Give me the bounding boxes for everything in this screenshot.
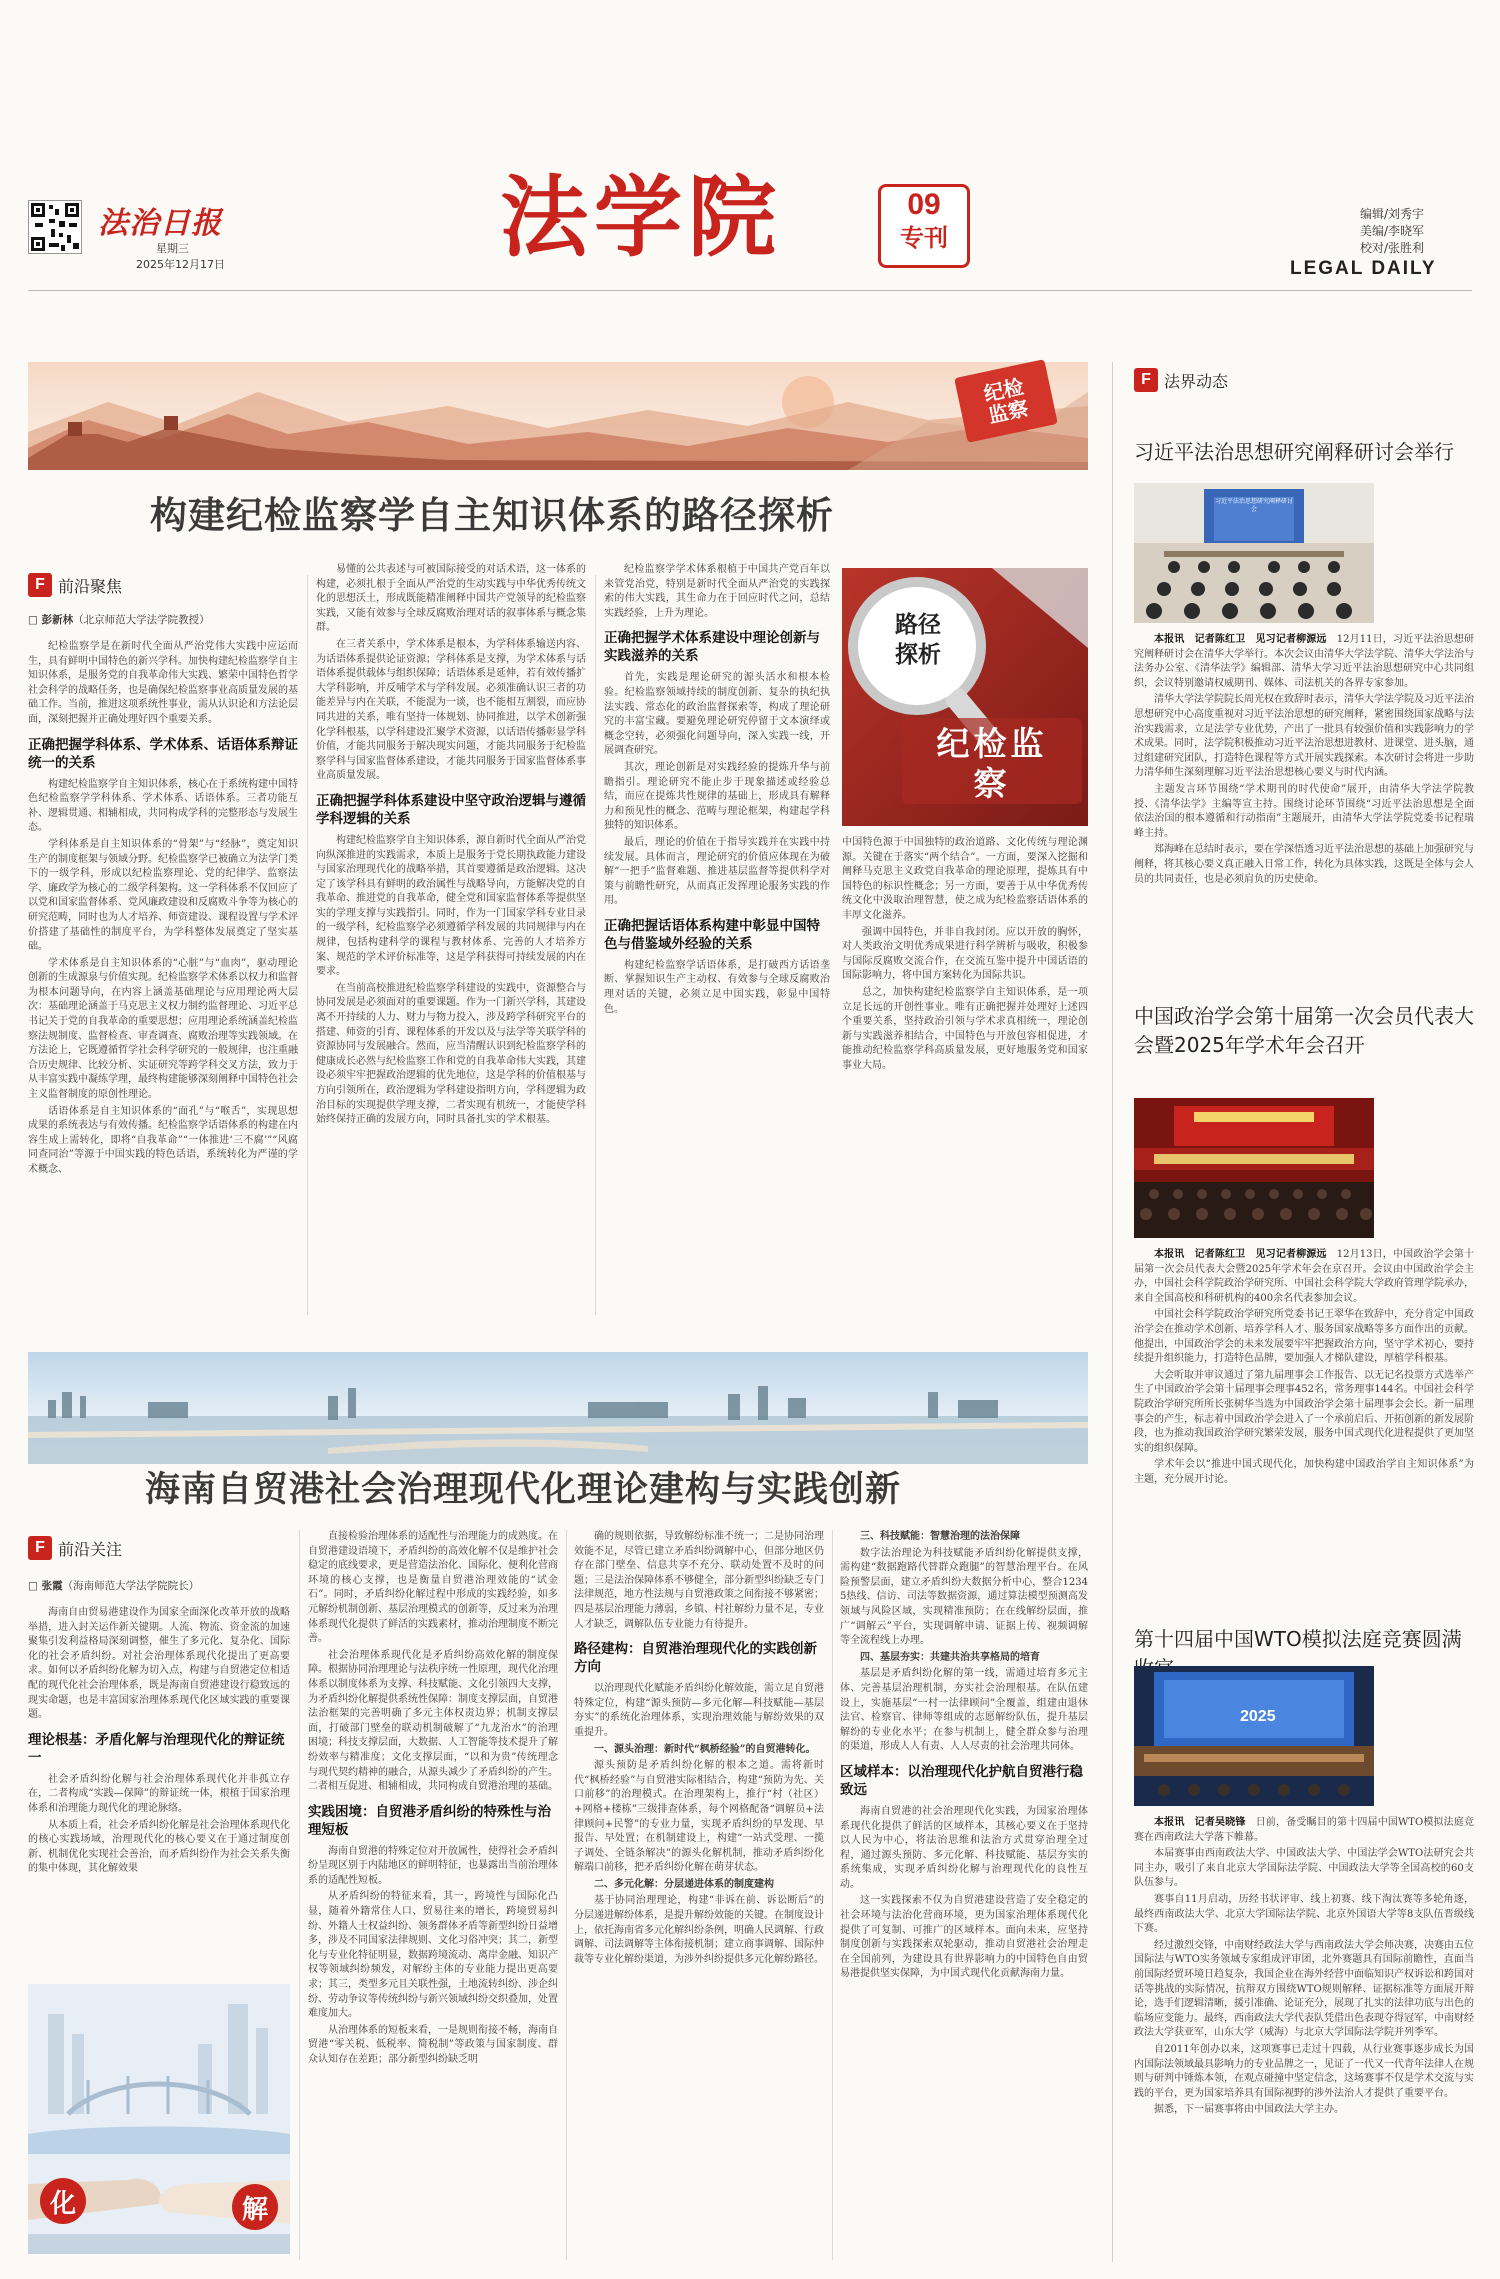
news1-paragraph: 郑海峰在总结时表示，要在学深悟透习近平法治思想的基础上加强研究与阐释，将其核心要义真正融入日常工作，转化为具体实践，这既是全体与会人员的共同责任，也是必须肩负的历史使命。: [1134, 844, 1474, 885]
section-badge-icon: F: [28, 1536, 52, 1560]
news3-paragraph: 自2011年创办以来，这项赛事已走过十四载，从行业赛事逐步成长为国内国际法领域最具影响力的专业品牌之一，见证了一代又一代青年法律人在规则与研判中锤炼本领，在观点碰撞中坚定信念，这场赛事不仅是学术交流与实践的平台，更为国家培养具有国际视野的涉外法治人才提供了重要平台。: [1134, 2043, 1474, 2099]
news3-photo: [1134, 1666, 1374, 1806]
article2-paragraph: 从矛盾纠纷的特征来看，其一，跨境性与国际化凸显，随着外籍常住人口、贸易往来的增长，跨境贸易纠纷、外籍人士权益纠纷、领务群体矛盾等新型纠纷日益增多，涉及不同国家法律规则、文化习俗冲突；其二，新型化与专业化特征明显，数据跨境流动、离岸金融、知识产权等领域纠纷频发，对解纷主体的专业能力提出更高要求；其三，类型多元且关联性强，土地流转纠纷、涉企纠纷、劳动争议等传统纠纷与新兴领域纠纷交织叠加，处置难度加大。: [308, 1891, 558, 2020]
news2-paragraph: 大会听取并审议通过了第九届理事会工作报告、以无记名投票方式选举产生了中国政治学会第十届理事会理事452名，常务理事144名。中国社会科学院政治学研究所所长张树华当选为中国政治学会第十届理事会会长。新一届理事会的产生，标志着中国政治学会进入了一个承前启后、开拓创新的新发展阶段，也为推动我国政治学研究繁荣发展，服务中国式现代化进程提供了更加坚实的组织保障。: [1134, 1369, 1474, 1454]
article2-headline: 海南自贸港社会治理现代化理论建构与实践创新: [145, 1470, 902, 1510]
sidebar-section-head: [1134, 368, 1228, 392]
article1-subheading: 正确把握学科体系、学术体系、话语体系辩证统一的关系: [28, 736, 298, 771]
news1-title: 习近平法治思想研究阐释研讨会举行: [1134, 440, 1454, 464]
editor-credit: 编辑/刘秀宇: [1360, 207, 1425, 221]
news2-byline: 本报讯 记者陈红卫 见习记者柳源远: [1154, 1249, 1327, 1260]
news2-title: 中国政治学会第十届第一次会员代表大会暨2025年学术年会召开: [1134, 1004, 1474, 1057]
article2-author: [28, 1578, 298, 1593]
news1-byline: 本报讯 记者陈红卫 见习记者柳源远: [1154, 634, 1327, 645]
news3-lead: 日前，备受瞩目的第十四届中国WTO模拟法庭竞赛在西南政法大学落下帷幕。: [1134, 1817, 1474, 1843]
masthead-rule: [28, 290, 1472, 291]
article1-paragraph: 中国特色源于中国独特的政治道路、文化传统与理论渊源。关键在于落实“两个结合”。一方面，要深入挖掘和阐释马克思主义政党自我革命的理论原理，提炼具有中国特色的标识性概念；另一方面，要善于从中华优秀传统文化中汲取治理智慧，使之成为纪检监察话语体系的丰厚文化滋养。: [842, 837, 1088, 921]
column-divider: [566, 1530, 567, 2260]
section-title: 法学院: [500, 166, 783, 269]
article1-paragraph: 强调中国特色，并非自我封闭。应以开放的胸怀，对人类政治文明优秀成果进行科学辨析与吸收，积极参与国际反腐败交流合作，在交流互鉴中提升中国话语的国际影响力，将中国方案转化为国际共识。: [842, 926, 1088, 982]
news2-paragraph: 中国社会科学院政治学研究所党委书记王翠华在致辞中，充分肯定中国政治学会在推动学术创新、培养学科人才、服务国家战略等多方面作出的贡献。他提出，中国政治学会的未来发展要牢牢把握政治方向，坚守学术初心，要持续提升组织能力，打造特色品牌，要加强人才梯队建设，厚植学科根基。: [1134, 1309, 1474, 1365]
news3-body: [1134, 1816, 1474, 2262]
news2-paragraph: 学术年会以“推进中国式现代化，加快构建中国政治学自主知识体系”为主题，充分展开讨论。: [1134, 1459, 1474, 1485]
article2-paragraph: 二、多元化解：分层递进体系的制度建构: [594, 1878, 774, 1890]
article1-paragraph: 学术体系是自主知识体系的“心脏”与“血肉”，驱动理论创新的生成源泉与价值实现。纪检监察学术体系以权力和监督为根本问题导向，在内容上涵盖基础理论与应用理论两大层次：基础理论涵盖于马克思主义权力制约监督理论、习近平总书记关于党的自我革命的重要思想；应用理论系统涵盖纪检监察法规制度、监督检查、审查调查、腐败治理等实践领域。在方法论上，它既遵循哲学社会科学研究的一般规律，也注重融合历史规律、比较分析、实证研究等跨学科交叉方法，致力于从丰富实践中凝练学理，最终构建能够深刻阐释中国特色社会主义监督制度的原创性理论。: [28, 957, 298, 1101]
article2-paragraph: 海南自贸港的社会治理现代化实践，为国家治理体系现代化提供了鲜活的区域样本，其核心要义在于坚持以人民为中心，将法治思维和法治方式贯穿治理全过程，通过源头预防、多元化解、科技赋能、基层夯实的系统集成，实现矛盾纠纷化解与治理现代化的良性互动。: [840, 1805, 1088, 1890]
news2-paragraph: [1134, 1248, 1474, 1306]
article1-paragraph: 构建纪检监察学话语体系，是打破西方话语垄断、掌握知识生产主动权、有效参与全球反腐败治理对话的关键，必须立足中国实践，彰显中国特色。: [604, 959, 830, 1015]
proofreader-credit: 校对/张胜利: [1360, 241, 1425, 255]
article1-subheading: 正确把握学术体系建设中理论创新与实践滋养的关系: [604, 630, 820, 665]
news3-paragraph: 赛事自11月启动，历经书状评审、线上初赛、线下淘汰赛等多轮角逐，最终西南政法大学、北京大学国际法学院、北京外国语大学等8支队伍晋级线下赛。: [1134, 1893, 1474, 1935]
page-type: 专刊: [900, 224, 948, 252]
article2-paragraph: 确的规则依据，导致解纷标准不统一；二是协同治理效能不足，尽管已建立矛盾纠纷调解中心，但部分地区仍存在部门壁垒、信息共享不充分、联动处置不及时的问题；三是法治保障体系不够健全，部分新型纠纷缺乏专门法律规范，地方性法规与自贸港政策之间衔接不够紧密；四是基层治理能力薄弱，乡镇、村社解纷力量不足，专业人才缺乏，调解队伍专业能力有待提升。: [574, 1531, 824, 1630]
article2-paragraph: 从本质上看，社会矛盾纠纷化解是社会治理体系现代化的核心实践场域，治理现代化的核心要义在于通过制度创新、机制优化实现社会善治，而矛盾纠纷作为社会关系失衡的集中体现，其化解效果: [28, 1819, 290, 1875]
page-number: 09: [907, 188, 941, 221]
article2-section-head: [28, 1536, 122, 1560]
article2-col2: [308, 1530, 558, 2260]
article2-paragraph: 四、基层夯实：共建共治共享格局的培育: [860, 1651, 1040, 1663]
news2-lead: 12月13日，中国政治学会第十届第一次会员代表大会暨2025年学术年会在京召开。会议由中国政治学会主办，中国社会科学院政治学研究所、中国社会科学院大学政府管理学院承办，来自全国高校和科研机构的400余名代表参加会议。: [1134, 1249, 1474, 1304]
article1-paragraph: 话语体系是自主知识体系的“面孔”与“喉舌”，实现思想成果的系统表达与有效传播。纪检监察学话语体系的构建在内容生成上需转化，即将“自我革命”“一体推进‘三不腐’”“风腐同查同治”等源于中国实践的特色话语，系统转化为严谨的学术概念、: [28, 1105, 298, 1175]
article1-col4: [842, 836, 1088, 1313]
article2-author-name: □ 张霞: [28, 1580, 63, 1592]
column-divider: [595, 575, 596, 1315]
article2-paragraph: 社会治理体系现代化是矛盾纠纷高效化解的制度保障。根据协同治理理论与法秩序统一性原理，现代化治理体系以制度体系为支撑、科技赋能、文化引领四大支撑，为矛盾纠纷化解提供系统性保障：制度支撑层面，自贸港法治框架的完善明确了多元主体权责边界；机制支撑层面，打破部门壁垒的联动机制破解了“九龙治水”的治理困境；科技支撑层面，大数据、人工智能等技术提升了解纷效率与精准度；文化支撑层面，“以和为贵”传统理念与现代契约精神的融合，从源头减少了矛盾纠纷的产生。二者相互促进、相辅相成，共同构成自贸港治理的基础。: [308, 1649, 558, 1793]
article1-section-label: 前沿聚焦: [58, 576, 123, 596]
article2-paragraph: 基层是矛盾纠纷化解的第一线，需通过培育多元主体、完善基层治理机制，夯实社会治理根基。在队伍建设上，实施基层“一村一法律顾问”全覆盖，组建由退休法官、检察官、律师等组成的志愿解纷队伍，提升基层解纷的专业化水平；在参与机制上，健全群众参与治理的渠道，形成人人有责、人人尽责的社会治理共同体。: [840, 1668, 1088, 1753]
article1-author-name: □ 彭新林: [28, 614, 74, 626]
article1-paragraph: 在当前高校推进纪检监察学科建设的实践中，资源整合与协同发展是必须面对的重要课题。作为一门新兴学科，其建设离不开持续的人力、财力与物力投入，涉及跨学科研究平台的搭建、师资的引育、课程体系的开发以及与法学等关联学科的资源协同与发展融合。然而，应当清醒认识到纪检监察学科的健康成长必然与纪检监察工作和党的自我革命伟大实践，其建设必须牢牢把握政治逻辑的优先地位，这是学科的价值根基与方向引领所在，政治逻辑为学科建设指明方向，学科逻辑为政治目标的实现提供学理支撑，二者实现有机统一，才能使学科始终保持正确的发展方向，同时具备扎实的学术根基。: [316, 982, 586, 1126]
news3-slide-text: 2025: [1240, 1708, 1276, 1725]
news2-body: [1134, 1248, 1474, 1598]
banner-seal-text: 纪检监察: [981, 374, 1031, 428]
paper-name-logo: 法治日报: [98, 206, 222, 241]
qr-code-icon: [29, 201, 81, 253]
section-badge-icon: F: [28, 573, 52, 597]
news3-paragraph: 经过激烈交锋，中南财经政法大学与西南政法大学会师决赛，决赛由五位国际法与WTO实务领域专家组成评审团，北外赛题具有国际前瞻性，直面当前国际经贸环境日趋复杂，我国企业在海外经营中面临知识产权诉讼和跨国对话等挑战的实际情况，抗辩双方围绕WTO规则解释、证据标准等方面展开辩论，选手们逻辑清晰，援引准确、论证充分，展现了扎实的法律功底与出色的临场应变能力。最终，西南政法大学代表队凭借出色表现夺得冠军，中南财经政法大学获亚军，山东大学（威海）与北京大学国际法学院并列季军。: [1134, 1939, 1474, 2039]
issue-date: 2025年12月17日: [136, 258, 225, 271]
article1-paragraph: 构建纪检监察学自主知识体系，源自新时代全面从严治党向纵深推进的实践需求，本质上是服务于党长期执政能力建设与国家治理现代化的战略举措，其首要遵循是政治逻辑。这决定了该学科具有鲜明的政治属性与战略导向，方能解决党的自我革命、推进党的自我革命，健全党和国家监督体系等提供坚实的学理支撑与实践指引。同时，作为一门国家学科专业目录的一级学科，纪检监察学必须遵循学科发展的共同规律与内在规律，包括构建科学的课程与教材体系、完善的人才培养方案、规范的学术评价标准等，这是学科获得可持续发展的内在要求。: [316, 834, 586, 978]
article2-paragraph: 海南自由贸易港建设作为国家全面深化改革开放的战略举措，进入封关运作新关键期。人流、物流、资金流的加速聚集引发利益格局深刻调整，催生了多元化、复杂化、国际化的社会矛盾纠纷。对社会治理体系现代化提出了更高要求。如何以矛盾纠纷化解为切入点，构建与自贸港定位相适配的现代化社会治理体系，既是海南自贸港建设行稳致远的现实命题，也是丰富国家治理体系现代化区域实践的重要课题。: [28, 1607, 290, 1721]
article1-subheading: 正确把握话语体系构建中彰显中国特色与借鉴域外经验的关系: [604, 917, 820, 952]
news1-lead: 12月11日，习近平法治思想研究阐释研讨会在清华大学举行。本次会议由清华大学法学院、清华大学法治与法务办公室、《清华法学》编辑部、清华大学习近平法治思想研究中心共同组织，会议特别邀请权威期刊、媒体、司法机关的各界专家参加。: [1134, 634, 1474, 689]
article1-section-head: [28, 573, 122, 597]
news3-byline: 本报讯 记者吴晓锋: [1154, 1817, 1246, 1828]
magnifier-text-2: 纪检监察: [936, 724, 1048, 803]
news3-title: 第十四届中国WTO模拟法庭竞赛圆满: [1134, 1627, 1462, 1651]
article1-paragraph: 构建纪检监察学自主知识体系，核心在于系统构建中国特色纪检监察学学科体系、学术体系、话语体系。三者功能互补、逻辑贯通、相辅相成，共同构成学科的完整形态与发展生态。: [28, 778, 298, 834]
article2-paragraph: 数字法治理论为科技赋能矛盾纠纷化解提供支撑，需构建“数据跑路代替群众跑腿”的智慧治理平台。在风险预警层面，建立矛盾纠纷大数据分析中心，整合12345热线、信访、司法等数据资源，通过算法模型预测高发领域与风险区域，实现精准预防；在在线解纷层面，推广“调解云”平台，实现调解申请、证据上传、视频调解等全流程线上办理。: [840, 1547, 1088, 1647]
article1-author-affil: （北京师范大学法学院教授）: [73, 614, 210, 626]
weekday: 星期三: [156, 242, 189, 255]
designer-credit: 美编/李晓军: [1360, 224, 1425, 238]
article1-paragraph: 学科体系是自主知识体系的“骨架”与“经脉”，奠定知识生产的制度框架与领域分野。纪检监察学已被确立为法学门类下的一级学科，形成以纪检监察理论、党的纪律学、监察法学、廉政学为核心的二级学科架构。这一学科体系不仅回应了以党和国家监督体系、党风廉政建设和反腐败斗争等为核心的研究范畴，同时也为人才培养、师资建设、课程设置与学术评价搭建了基础性的制度平台，为学科整体发展奠定了坚实基础。: [28, 838, 298, 953]
news1-paragraph: 清华大学法学院院长周光权在致辞时表示，清华大学法学院及习近平法治思想研究中心高度重视对习近平法治思想的研究阐释，紧密围绕国家战略与法治实践需求，立足法学专业优势，产出了一批具有较强价值和实践影响力的学术成果。同时，法学院积极推动习近平法治思想进教材、进课堂、进头脑，通过组建研究团队，打造特色课程等方式开展实践探索。本次研讨会将进一步助力清华师生深刻理解习近平法治思想核心要义与时代内涵。: [1134, 694, 1474, 779]
news1-body: [1134, 633, 1474, 929]
article1-paragraph: 纪检监察学学术体系根植于中国共产党百年以来管党治党，特别是新时代全面从严治党的实践探索的伟大实践，其生命力在于回应时代之问，总结实践经验，上升为理论。: [604, 564, 830, 619]
article2-paragraph: 这一实践探索不仅为自贸港建设营造了安全稳定的社会环境与法治化营商环境，更为国家治理体系现代化提供了可复制、可推广的区域样本。面向未来，应坚持制度创新与实践探索双轮驱动，推动自贸港社会治理走在全国前列，为建设具有世界影响力的中国特色自由贸易港提供坚实保障，为中国式现代化贡献海南力量。: [840, 1895, 1088, 1980]
english-wordmark: LEGAL DAILY: [1290, 258, 1437, 279]
article1-paragraph: 纪检监察学是在新时代全面从严治党伟大实践中应运而生，具有鲜明中国特色的新兴学科。加快构建纪检监察学自主知识体系，是服务党的自我革命伟大实践、繁荣中国特色哲学社会科学的战略任务，也是确保纪检监察事业高质量发展的基础工作。当前，推进这项系统性事业，需从认识论和方法论层面，深刻把握并正确处理好四个重要关系。: [28, 641, 298, 725]
news1-paragraph: 主题发言环节围绕“学术期刊的时代使命”展开，由清华大学法学院教授、《清华法学》主编等宣主持。围绕讨论环节围绕“习近平法治思想是全面依法治国的根本遵循和行动指南”主题展开，由清华大学法学院党委书记程瑞峰主持。: [1134, 783, 1474, 839]
article2-col4: [840, 1530, 1088, 2260]
article2-col3: [574, 1530, 824, 2260]
article1-headline: 构建纪检监察学自主知识体系的路径探析: [150, 494, 834, 537]
news3-paragraph: 据悉，下一届赛事将由中国政法大学主办。: [1154, 2104, 1344, 2116]
article1-paragraph: 其次，理论创新是对实践经验的提炼升华与前瞻指引。理论研究不能止步于现象描述或经验总结，而应在提炼共性规律的基础上，形成具有解释力和预见性的概念、范畴与理论框架，构建起学科独特的知识体系。: [604, 761, 830, 832]
article1-col3: [604, 563, 830, 1313]
sidebar-section-label: 法界动态: [1164, 371, 1229, 391]
article1-col1: [28, 640, 298, 1310]
great-wall-banner: [28, 362, 1088, 470]
article2-subheading: 区域样本：以治理现代化护航自贸港行稳致远: [840, 1763, 1083, 1798]
hand-right-text: 解: [241, 2194, 268, 2225]
hand-left-badge: [40, 2178, 86, 2224]
article1-paragraph: 总之，加快构建纪检监察学自主知识体系，是一项立足长远的开创性事业。唯有正确把握并处理好上述四个重要关系，坚持政治引领与学术求真相统一，理论创新与实践滋养相结合，中国特色与开放包容相促进，才能推动纪检监察学科高质量发展，更好地服务党和国家事业大局。: [842, 986, 1088, 1071]
article2-subheading: 实践困境：自贸港矛盾纠纷的特殊性与治理短板: [308, 1803, 551, 1838]
section-badge-icon: F: [1134, 368, 1158, 392]
article1-author: [28, 612, 298, 627]
article2-paragraph: 社会矛盾纠纷化解与社会治理体系现代化并非孤立存在，二者构成“实践—保障”的辩证统一体，根植于国家治理体系和治理能力现代化的理论脉络。: [28, 1773, 290, 1814]
article2-subheading: 理论根基：矛盾化解与治理现代化的辩证统一: [28, 1731, 285, 1766]
news2-photo: [1134, 1098, 1374, 1238]
article2-author-affil: （海南师范大学法学院院长）: [62, 1580, 200, 1592]
harbor-banner: [28, 1352, 1088, 1464]
article1-paragraph: 最后，理论的价值在于指导实践并在实践中持续发展。具体而言，理论研究的价值应体现在为破解“一把手”监督难题、推进基层监督等提供科学对策与前瞻性研究，从而真正发挥理论服务实践的作用。: [604, 836, 830, 907]
article2-subheading: 路径建构：自贸港治理现代化的实践创新方向: [574, 1641, 817, 1676]
page-badge: [878, 184, 970, 268]
article1-paragraph: 首先，实践是理论研究的源头活水和根本检验。纪检监察领域持续的制度创新、复杂的执纪执法实践、常态化的政治监督探索等，构成了理论研究的丰富宝藏。要避免理论研究停留于文本演绎或概念空转，必须强化问题导向，深入实践一线，开展调查研究。: [604, 672, 830, 757]
article1-paragraph: 易懂的公共表述与可被国际接受的对话术语，这一体系的构建，必须扎根于全面从严治党的生动实践与中华优秀传统文化的思想沃土，形成既能精准阐释中国共产党领导的纪检监察实践，又能有效参与全球反腐败治理对话的叙事体系与概念集群。: [316, 564, 586, 634]
article2-paragraph: 一、源头治理：新时代“枫桥经验”的自贸港转化。: [594, 1743, 816, 1755]
news3-paragraph: [1134, 1816, 1474, 1845]
article2-paragraph: 直接检验治理体系的适配性与治理能力的成熟度。在自贸港建设语境下，矛盾纠纷的高效化解不仅是维护社会稳定的底线要求，更是营造法治化、国际化、便利化营商环境的核心支撑，也是衡量自贸港治理效能的“试金石”。同时，矛盾纠纷化解过程中形成的实践经验，如多元解纷机制创新、基层治理模式的创新等，反过来为治理体系现代化提供了鲜活的实践素材，推动治理制度不断完善。: [308, 1531, 558, 1645]
news1-slide-text: 习近平法治思想研究阐释研讨会: [1214, 498, 1293, 513]
article1-paragraph: 在三者关系中，学术体系是根本，为学科体系输送内容、为话语体系提供论证资源；学科体系是支撑，为学术体系与话语体系提供载体与组织保障；话语体系是延伸，若有效传播扩大学科影响，并反哺学术与学科发展。必须准确认识三者的功能差异与内在关联，不能混为一谈，也不能相互割裂，而应协同共进的关系，唯有坚持一体规划、协同推进，以学术创新强化学科根基，以学科建设汇聚学术资源，以话语传播彰显学科价值，才能共同服务于解决现实问题，才能共同服务于纪检监察学科与国家监督体系建设，才能共同服务于国家监督体系事业高质量发展。: [316, 638, 586, 782]
column-divider: [832, 1530, 833, 2260]
column-divider: [307, 575, 308, 1315]
article2-paragraph: 源头预防是矛盾纠纷化解的根本之道。需将新时代“枫桥经验”与自贸港实际相结合，构建“预防为先、关口前移”的治理模式。在治理架构上，推行“村（社区）+网格+楼栋”三级排查体系，每个网格配备“调解员+法律顾问+民警”的专业力量，实现矛盾纠纷的早发现、早报告、早处置；在机制建设上，构建“一站式受理、一揽子调处、全链条解决”的源头化解机制，推动矛盾纠纷化解端口前移，把矛盾纠纷化解在萌芽状态。: [574, 1760, 824, 1874]
magnifier-text-1: 路径 探析: [895, 612, 941, 668]
qr-code: [28, 200, 82, 254]
article2-paragraph: 基于协同治理理论，构建“非诉在前、诉讼断后”的分层递进解纷体系，是提升解纷效能的关键。在制度设计上，依托海南省多元化解纠纷条例，明确人民调解、行政调解、司法调解等主体衔接机制；建立商事调解、国际仲裁等专业化解纷渠道，为涉外纠纷提供多元化解纷路径。: [574, 1895, 824, 1965]
hand-right-badge: [232, 2184, 278, 2230]
article1-col2: [316, 563, 586, 1313]
news3-paragraph: 本届赛事由西南政法大学、中国政法大学、中国法学会WTO法研究会共同主办，吸引了来自北京大学国际法学院、中国政法大学等全国高校的60支队伍参与。: [1134, 1848, 1474, 1889]
hand-left-text: 化: [49, 2188, 76, 2219]
sidebar-divider: [1112, 362, 1113, 2262]
article2-paragraph: 海南自贸港的特殊定位对开放属性，使得社会矛盾纠纷呈现区别于内陆地区的鲜明特征，也暴露出当前治理体系的适配性短板。: [308, 1845, 558, 1886]
article2-section-label: 前沿关注: [58, 1539, 123, 1559]
news1-paragraph: [1134, 633, 1474, 691]
article2-paragraph: 从治理体系的短板来看，一是规则衔接不畅，海南自贸港“零关税、低税率、简税制”等政策与国家制度、群众认知存在差距；部分新型纠纷缺乏明: [308, 2024, 558, 2065]
article2-paragraph: 三、科技赋能：智慧治理的法治保障: [860, 1531, 1020, 1542]
article1-subheading: 正确把握学科体系建设中坚守政治逻辑与遵循学科逻辑的关系: [316, 792, 586, 827]
column-divider: [299, 1530, 300, 2260]
article2-col1: [28, 1606, 290, 1976]
article2-paragraph: 以治理现代化赋能矛盾纠纷化解效能，需立足自贸港特殊定位，构建“源头预防—多元化解—科技赋能—基层夯实”的系统化治理体系，实现治理效能与解纷效果的双重提升。: [574, 1683, 824, 1738]
